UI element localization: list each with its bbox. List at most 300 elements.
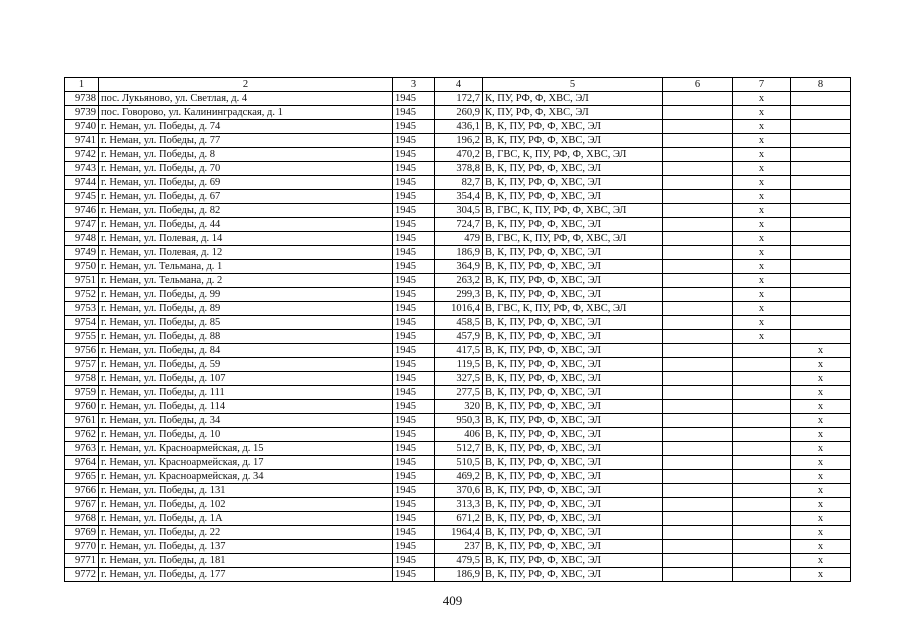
cell-col-8-mark: х — [791, 540, 851, 554]
cell-col-7-mark — [733, 442, 791, 456]
cell-utilities: В, ГВС, К, ПУ, РФ, Ф, ХВС, ЭЛ — [483, 302, 663, 316]
cell-col-6 — [663, 302, 733, 316]
cell-col-6 — [663, 120, 733, 134]
cell-row-number: 9757 — [65, 358, 99, 372]
cell-utilities: В, К, ПУ, РФ, Ф, ХВС, ЭЛ — [483, 414, 663, 428]
cell-utilities: К, ПУ, РФ, Ф, ХВС, ЭЛ — [483, 92, 663, 106]
cell-col-7-mark: х — [733, 148, 791, 162]
cell-col-8-mark — [791, 120, 851, 134]
cell-area: 119,5 — [435, 358, 483, 372]
table-row — [65, 246, 851, 260]
cell-utilities: В, К, ПУ, РФ, Ф, ХВС, ЭЛ — [483, 120, 663, 134]
cell-utilities: В, К, ПУ, РФ, Ф, ХВС, ЭЛ — [483, 358, 663, 372]
table-row — [65, 148, 851, 162]
cell-col-6 — [663, 260, 733, 274]
cell-col-7-mark: х — [733, 246, 791, 260]
cell-utilities: В, ГВС, К, ПУ, РФ, Ф, ХВС, ЭЛ — [483, 148, 663, 162]
cell-row-number: 9753 — [65, 302, 99, 316]
cell-address: г. Неман, ул. Победы, д. 137 — [99, 540, 393, 554]
cell-row-number: 9754 — [65, 316, 99, 330]
cell-row-number: 9742 — [65, 148, 99, 162]
cell-address: г. Неман, ул. Победы, д. 22 — [99, 526, 393, 540]
cell-col-7-mark — [733, 428, 791, 442]
table-body — [65, 78, 851, 582]
cell-utilities: В, К, ПУ, РФ, Ф, ХВС, ЭЛ — [483, 162, 663, 176]
cell-utilities: В, К, ПУ, РФ, Ф, ХВС, ЭЛ — [483, 568, 663, 582]
cell-col-7-mark — [733, 456, 791, 470]
cell-col-6 — [663, 218, 733, 232]
cell-area: 354,4 — [435, 190, 483, 204]
cell-build-year: 1945 — [393, 302, 435, 316]
table-row — [65, 470, 851, 484]
cell-col-6 — [663, 428, 733, 442]
table-row — [65, 106, 851, 120]
cell-row-number: 9772 — [65, 568, 99, 582]
cell-address: г. Неман, ул. Победы, д. 77 — [99, 134, 393, 148]
cell-area: 479,5 — [435, 554, 483, 568]
cell-col-7-mark — [733, 554, 791, 568]
cell-build-year: 1945 — [393, 554, 435, 568]
cell-area: 299,3 — [435, 288, 483, 302]
cell-build-year: 1945 — [393, 470, 435, 484]
table-row — [65, 120, 851, 134]
cell-build-year: 1945 — [393, 484, 435, 498]
cell-col-8-mark — [791, 302, 851, 316]
cell-col-7-mark — [733, 540, 791, 554]
cell-col-7-mark — [733, 386, 791, 400]
cell-build-year: 1945 — [393, 92, 435, 106]
cell-area: 1016,4 — [435, 302, 483, 316]
cell-build-year: 1945 — [393, 428, 435, 442]
cell-area: 277,5 — [435, 386, 483, 400]
cell-row-number: 9771 — [65, 554, 99, 568]
cell-build-year: 1945 — [393, 134, 435, 148]
cell-col-6 — [663, 204, 733, 218]
cell-address: г. Неман, ул. Победы, д. 88 — [99, 330, 393, 344]
cell-build-year: 1945 — [393, 512, 435, 526]
cell-utilities: В, К, ПУ, РФ, Ф, ХВС, ЭЛ — [483, 400, 663, 414]
cell-address: г. Неман, ул. Победы, д. 177 — [99, 568, 393, 582]
cell-row-number: 9770 — [65, 540, 99, 554]
cell-address: пос. Лукьяново, ул. Светлая, д. 4 — [99, 92, 393, 106]
table-row — [65, 456, 851, 470]
cell-address: г. Неман, ул. Полевая, д. 14 — [99, 232, 393, 246]
cell-col-6 — [663, 134, 733, 148]
cell-col-8-mark: х — [791, 568, 851, 582]
table-row — [65, 260, 851, 274]
cell-row-number: 9750 — [65, 260, 99, 274]
cell-row-number: 9763 — [65, 442, 99, 456]
cell-area: 196,2 — [435, 134, 483, 148]
cell-build-year: 1945 — [393, 456, 435, 470]
cell-col-8-mark — [791, 190, 851, 204]
cell-utilities: В, К, ПУ, РФ, Ф, ХВС, ЭЛ — [483, 540, 663, 554]
cell-build-year: 1945 — [393, 540, 435, 554]
cell-col-6 — [663, 232, 733, 246]
cell-build-year: 1945 — [393, 106, 435, 120]
cell-col-6 — [663, 344, 733, 358]
cell-address: г. Неман, ул. Победы, д. 44 — [99, 218, 393, 232]
cell-col-7-mark: х — [733, 204, 791, 218]
cell-address: г. Неман, ул. Победы, д. 89 — [99, 302, 393, 316]
cell-col-6 — [663, 498, 733, 512]
cell-row-number: 9768 — [65, 512, 99, 526]
cell-col-6 — [663, 274, 733, 288]
cell-row-number: 9752 — [65, 288, 99, 302]
cell-address: г. Неман, ул. Победы, д. 70 — [99, 162, 393, 176]
cell-area: 370,6 — [435, 484, 483, 498]
cell-col-8-mark — [791, 162, 851, 176]
cell-address: г. Неман, ул. Победы, д. 84 — [99, 344, 393, 358]
cell-area: 304,5 — [435, 204, 483, 218]
cell-row-number: 9764 — [65, 456, 99, 470]
cell-build-year: 1945 — [393, 330, 435, 344]
cell-col-6 — [663, 470, 733, 484]
cell-col-7-mark: х — [733, 288, 791, 302]
table-row — [65, 386, 851, 400]
cell-col-6 — [663, 106, 733, 120]
cell-col-6 — [663, 316, 733, 330]
cell-area: 512,7 — [435, 442, 483, 456]
table-row — [65, 344, 851, 358]
cell-utilities: В, К, ПУ, РФ, Ф, ХВС, ЭЛ — [483, 484, 663, 498]
cell-area: 950,3 — [435, 414, 483, 428]
cell-area: 320 — [435, 400, 483, 414]
cell-col-7-mark: х — [733, 218, 791, 232]
table-row — [65, 554, 851, 568]
cell-utilities: В, К, ПУ, РФ, Ф, ХВС, ЭЛ — [483, 456, 663, 470]
cell-area: 260,9 — [435, 106, 483, 120]
cell-address: г. Неман, ул. Победы, д. 82 — [99, 204, 393, 218]
cell-build-year: 1945 — [393, 386, 435, 400]
cell-col-6 — [663, 330, 733, 344]
cell-col-8-mark: х — [791, 498, 851, 512]
cell-build-year: 1945 — [393, 568, 435, 582]
cell-utilities: В, К, ПУ, РФ, Ф, ХВС, ЭЛ — [483, 176, 663, 190]
cell-col-8-mark: х — [791, 400, 851, 414]
cell-area: 1964,4 — [435, 526, 483, 540]
cell-build-year: 1945 — [393, 190, 435, 204]
cell-build-year: 1945 — [393, 246, 435, 260]
cell-col-6 — [663, 148, 733, 162]
header-row — [65, 78, 851, 92]
cell-utilities: В, К, ПУ, РФ, Ф, ХВС, ЭЛ — [483, 288, 663, 302]
cell-col-8-mark: х — [791, 442, 851, 456]
cell-utilities: В, К, ПУ, РФ, Ф, ХВС, ЭЛ — [483, 498, 663, 512]
cell-row-number: 9739 — [65, 106, 99, 120]
cell-col-7-mark — [733, 470, 791, 484]
table-row — [65, 400, 851, 414]
table-row — [65, 330, 851, 344]
cell-area: 364,9 — [435, 260, 483, 274]
cell-col-8-mark — [791, 176, 851, 190]
table-row — [65, 526, 851, 540]
cell-address: г. Неман, ул. Победы, д. 59 — [99, 358, 393, 372]
cell-area: 327,5 — [435, 372, 483, 386]
cell-col-7-mark: х — [733, 274, 791, 288]
cell-utilities: В, К, ПУ, РФ, Ф, ХВС, ЭЛ — [483, 260, 663, 274]
table-row — [65, 162, 851, 176]
cell-row-number: 9759 — [65, 386, 99, 400]
cell-build-year: 1945 — [393, 148, 435, 162]
cell-utilities: В, К, ПУ, РФ, Ф, ХВС, ЭЛ — [483, 134, 663, 148]
cell-row-number: 9741 — [65, 134, 99, 148]
cell-col-6 — [663, 456, 733, 470]
cell-utilities: В, К, ПУ, РФ, Ф, ХВС, ЭЛ — [483, 442, 663, 456]
cell-area: 186,9 — [435, 568, 483, 582]
cell-row-number: 9748 — [65, 232, 99, 246]
cell-col-7-mark — [733, 358, 791, 372]
cell-col-8-mark — [791, 232, 851, 246]
cell-col-6 — [663, 190, 733, 204]
cell-area: 470,2 — [435, 148, 483, 162]
cell-col-8-mark — [791, 148, 851, 162]
cell-utilities: В, ГВС, К, ПУ, РФ, Ф, ХВС, ЭЛ — [483, 232, 663, 246]
cell-row-number: 9766 — [65, 484, 99, 498]
cell-utilities: В, К, ПУ, РФ, Ф, ХВС, ЭЛ — [483, 428, 663, 442]
cell-col-7-mark: х — [733, 302, 791, 316]
cell-col-6 — [663, 442, 733, 456]
cell-row-number: 9756 — [65, 344, 99, 358]
cell-address: г. Неман, ул. Красноармейская, д. 17 — [99, 456, 393, 470]
cell-col-8-mark: х — [791, 344, 851, 358]
cell-row-number: 9745 — [65, 190, 99, 204]
table-row — [65, 134, 851, 148]
cell-row-number: 9743 — [65, 162, 99, 176]
cell-area: 313,3 — [435, 498, 483, 512]
cell-row-number: 9749 — [65, 246, 99, 260]
cell-area: 237 — [435, 540, 483, 554]
cell-row-number: 9761 — [65, 414, 99, 428]
cell-utilities: В, К, ПУ, РФ, Ф, ХВС, ЭЛ — [483, 246, 663, 260]
cell-col-6 — [663, 372, 733, 386]
cell-build-year: 1945 — [393, 176, 435, 190]
cell-col-6 — [663, 568, 733, 582]
cell-address: г. Неман, ул. Победы, д. 34 — [99, 414, 393, 428]
cell-col-8-mark: х — [791, 414, 851, 428]
cell-col-8-mark — [791, 106, 851, 120]
cell-address: г. Неман, ул. Победы, д. 111 — [99, 386, 393, 400]
cell-col-8-mark — [791, 288, 851, 302]
cell-col-6 — [663, 162, 733, 176]
cell-col-7-mark — [733, 568, 791, 582]
cell-col-7-mark: х — [733, 106, 791, 120]
cell-col-6 — [663, 414, 733, 428]
cell-col-7-mark — [733, 526, 791, 540]
cell-col-8-mark: х — [791, 372, 851, 386]
cell-col-8-mark — [791, 134, 851, 148]
table-row — [65, 540, 851, 554]
cell-area: 186,9 — [435, 246, 483, 260]
table-row — [65, 274, 851, 288]
header-cell-5: 5 — [483, 78, 663, 92]
cell-col-7-mark: х — [733, 190, 791, 204]
cell-col-7-mark: х — [733, 176, 791, 190]
cell-build-year: 1945 — [393, 358, 435, 372]
cell-utilities: К, ПУ, РФ, Ф, ХВС, ЭЛ — [483, 106, 663, 120]
cell-build-year: 1945 — [393, 316, 435, 330]
cell-utilities: В, К, ПУ, РФ, Ф, ХВС, ЭЛ — [483, 470, 663, 484]
cell-address: г. Неман, ул. Победы, д. 67 — [99, 190, 393, 204]
cell-col-8-mark: х — [791, 358, 851, 372]
cell-row-number: 9765 — [65, 470, 99, 484]
cell-col-8-mark — [791, 218, 851, 232]
table-row — [65, 414, 851, 428]
cell-utilities: В, К, ПУ, РФ, Ф, ХВС, ЭЛ — [483, 512, 663, 526]
cell-col-8-mark — [791, 274, 851, 288]
header-cell-8: 8 — [791, 78, 851, 92]
cell-address: г. Неман, ул. Победы, д. 74 — [99, 120, 393, 134]
cell-row-number: 9758 — [65, 372, 99, 386]
cell-col-7-mark — [733, 512, 791, 526]
cell-area: 417,5 — [435, 344, 483, 358]
cell-col-6 — [663, 526, 733, 540]
cell-col-6 — [663, 246, 733, 260]
cell-col-6 — [663, 176, 733, 190]
cell-address: г. Неман, ул. Победы, д. 8 — [99, 148, 393, 162]
cell-address: г. Неман, ул. Победы, д. 99 — [99, 288, 393, 302]
table-row — [65, 512, 851, 526]
cell-utilities: В, К, ПУ, РФ, Ф, ХВС, ЭЛ — [483, 344, 663, 358]
cell-utilities: В, ГВС, К, ПУ, РФ, Ф, ХВС, ЭЛ — [483, 204, 663, 218]
cell-area: 458,5 — [435, 316, 483, 330]
table-row — [65, 442, 851, 456]
cell-address: г. Неман, ул. Тельмана, д. 1 — [99, 260, 393, 274]
header-cell-1: 1 — [65, 78, 99, 92]
cell-build-year: 1945 — [393, 232, 435, 246]
cell-build-year: 1945 — [393, 400, 435, 414]
page-number: 409 — [442, 593, 463, 608]
table-row — [65, 316, 851, 330]
cell-address: г. Неман, ул. Победы, д. 1А — [99, 512, 393, 526]
cell-col-7-mark: х — [733, 92, 791, 106]
cell-col-6 — [663, 358, 733, 372]
cell-col-8-mark — [791, 316, 851, 330]
cell-address: г. Неман, ул. Тельмана, д. 2 — [99, 274, 393, 288]
cell-col-8-mark: х — [791, 526, 851, 540]
cell-col-6 — [663, 540, 733, 554]
table-row — [65, 428, 851, 442]
cell-row-number: 9747 — [65, 218, 99, 232]
cell-col-7-mark — [733, 372, 791, 386]
registry-table — [64, 77, 851, 582]
table-row — [65, 204, 851, 218]
cell-address: г. Неман, ул. Полевая, д. 12 — [99, 246, 393, 260]
cell-col-7-mark — [733, 498, 791, 512]
cell-col-8-mark — [791, 260, 851, 274]
cell-row-number: 9769 — [65, 526, 99, 540]
cell-utilities: В, К, ПУ, РФ, Ф, ХВС, ЭЛ — [483, 218, 663, 232]
cell-address: г. Неман, ул. Красноармейская, д. 15 — [99, 442, 393, 456]
cell-row-number: 9740 — [65, 120, 99, 134]
cell-col-8-mark — [791, 330, 851, 344]
cell-row-number: 9738 — [65, 92, 99, 106]
header-cell-6: 6 — [663, 78, 733, 92]
cell-address: г. Неман, ул. Победы, д. 107 — [99, 372, 393, 386]
cell-build-year: 1945 — [393, 372, 435, 386]
cell-area: 378,8 — [435, 162, 483, 176]
cell-utilities: В, К, ПУ, РФ, Ф, ХВС, ЭЛ — [483, 386, 663, 400]
cell-build-year: 1945 — [393, 498, 435, 512]
cell-area: 263,2 — [435, 274, 483, 288]
cell-col-6 — [663, 512, 733, 526]
table-row — [65, 484, 851, 498]
cell-area: 457,9 — [435, 330, 483, 344]
cell-build-year: 1945 — [393, 204, 435, 218]
cell-address: г. Неман, ул. Победы, д. 85 — [99, 316, 393, 330]
cell-address: г. Неман, ул. Победы, д. 114 — [99, 400, 393, 414]
cell-col-8-mark: х — [791, 456, 851, 470]
cell-area: 172,7 — [435, 92, 483, 106]
cell-col-7-mark: х — [733, 330, 791, 344]
cell-utilities: В, К, ПУ, РФ, Ф, ХВС, ЭЛ — [483, 554, 663, 568]
cell-build-year: 1945 — [393, 218, 435, 232]
cell-utilities: В, К, ПУ, РФ, Ф, ХВС, ЭЛ — [483, 330, 663, 344]
table-row — [65, 288, 851, 302]
cell-address: г. Неман, ул. Победы, д. 181 — [99, 554, 393, 568]
cell-col-7-mark — [733, 414, 791, 428]
header-cell-7: 7 — [733, 78, 791, 92]
cell-build-year: 1945 — [393, 162, 435, 176]
header-cell-2: 2 — [99, 78, 393, 92]
cell-address: г. Неман, ул. Победы, д. 131 — [99, 484, 393, 498]
cell-row-number: 9760 — [65, 400, 99, 414]
cell-row-number: 9755 — [65, 330, 99, 344]
cell-col-8-mark — [791, 246, 851, 260]
cell-area: 469,2 — [435, 470, 483, 484]
cell-utilities: В, К, ПУ, РФ, Ф, ХВС, ЭЛ — [483, 190, 663, 204]
cell-col-7-mark — [733, 344, 791, 358]
cell-col-7-mark: х — [733, 162, 791, 176]
cell-col-6 — [663, 288, 733, 302]
cell-row-number: 9744 — [65, 176, 99, 190]
cell-col-7-mark: х — [733, 232, 791, 246]
cell-col-7-mark: х — [733, 134, 791, 148]
cell-col-6 — [663, 386, 733, 400]
cell-col-8-mark: х — [791, 386, 851, 400]
table-row — [65, 358, 851, 372]
cell-build-year: 1945 — [393, 274, 435, 288]
cell-col-8-mark — [791, 204, 851, 218]
cell-area: 724,7 — [435, 218, 483, 232]
cell-utilities: В, К, ПУ, РФ, Ф, ХВС, ЭЛ — [483, 316, 663, 330]
cell-row-number: 9762 — [65, 428, 99, 442]
cell-col-8-mark: х — [791, 428, 851, 442]
table-row — [65, 190, 851, 204]
cell-row-number: 9746 — [65, 204, 99, 218]
cell-area: 510,5 — [435, 456, 483, 470]
cell-row-number: 9767 — [65, 498, 99, 512]
table-row — [65, 372, 851, 386]
cell-build-year: 1945 — [393, 344, 435, 358]
cell-col-7-mark: х — [733, 316, 791, 330]
cell-col-6 — [663, 92, 733, 106]
cell-utilities: В, К, ПУ, РФ, Ф, ХВС, ЭЛ — [483, 372, 663, 386]
table-row — [65, 302, 851, 316]
table-row — [65, 176, 851, 190]
cell-col-7-mark: х — [733, 260, 791, 274]
cell-area: 436,1 — [435, 120, 483, 134]
cell-build-year: 1945 — [393, 120, 435, 134]
table-row — [65, 232, 851, 246]
cell-col-8-mark: х — [791, 484, 851, 498]
cell-col-8-mark: х — [791, 470, 851, 484]
cell-utilities: В, К, ПУ, РФ, Ф, ХВС, ЭЛ — [483, 526, 663, 540]
cell-build-year: 1945 — [393, 288, 435, 302]
cell-col-7-mark — [733, 484, 791, 498]
cell-build-year: 1945 — [393, 442, 435, 456]
cell-col-7-mark — [733, 400, 791, 414]
